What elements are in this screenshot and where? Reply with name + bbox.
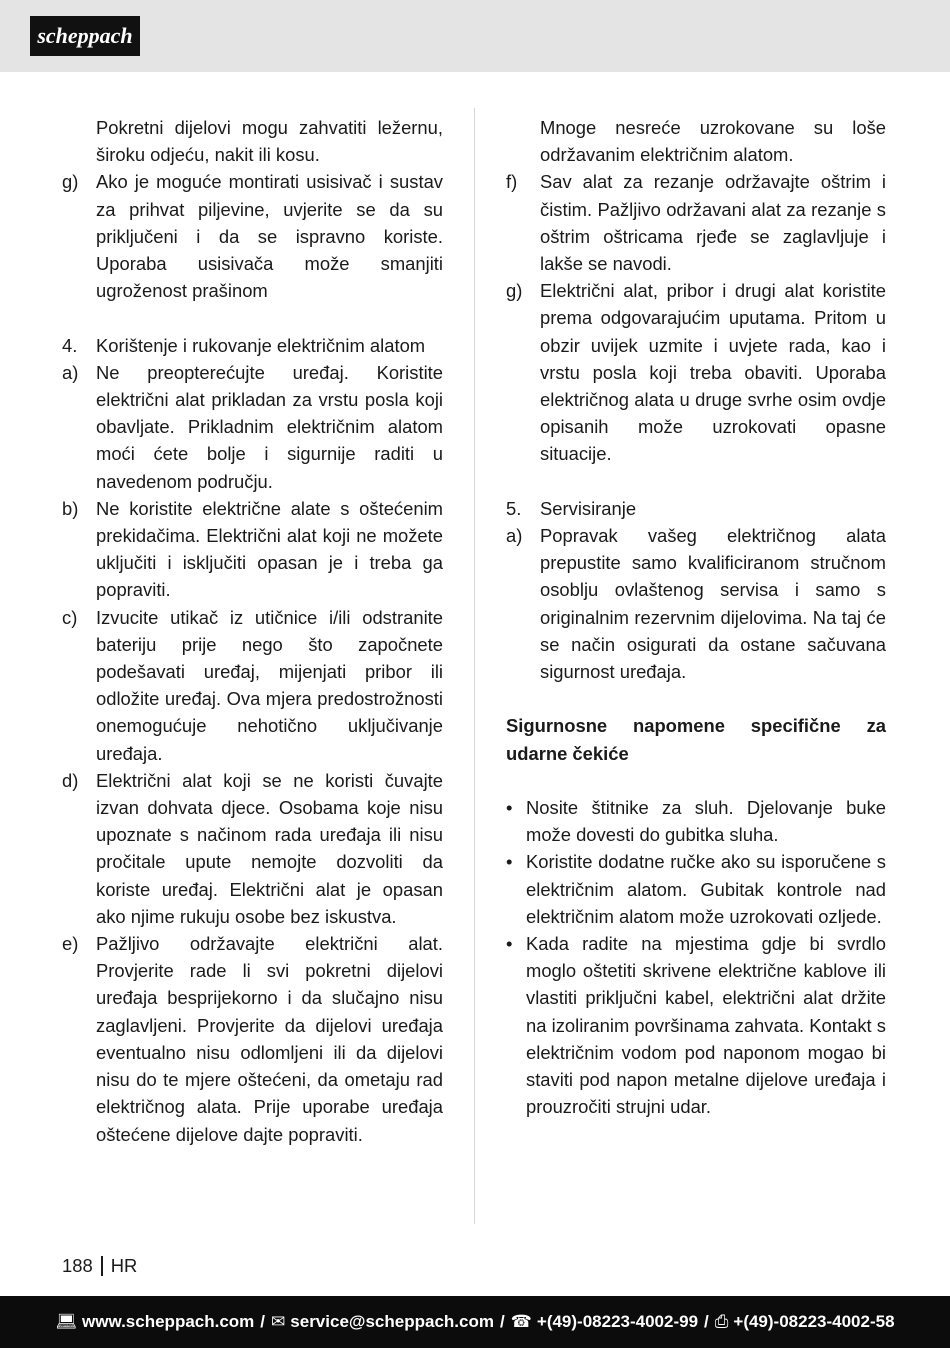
phone-number: +(49)-08223-4002-99 [536, 1312, 699, 1331]
separator: / [704, 1312, 709, 1331]
list-marker: c) [62, 606, 78, 628]
list-item [62, 767, 443, 930]
list-text: Električni alat koji se ne koristi čuvajte izvan dohvata djece. Osobama koje nisu upoznate s načinom rada uređaja ili nisu pročitale upute nemojte dozvoliti da koriste uređaj. Električni alat je opasan ako njime rukuju osobe bez iskustva. [96, 769, 443, 927]
phone-icon: ☎︎ [510, 1312, 532, 1331]
bullet-text: Koristite dodatne ručke ako su isporučene s električnim alatom. Gubitak kontrole nad električnim alatom može uzrokovati ozljede. [526, 851, 886, 927]
list-marker: g) [62, 171, 79, 193]
website-link[interactable]: www.scheppach.com [82, 1312, 255, 1331]
bullet-symbol: • [506, 851, 513, 873]
column-divider [474, 108, 475, 1224]
laptop-icon: 💻︎ [55, 1312, 78, 1331]
safety-heading: Sigurnosne napomene specifične za udarne čekiće [506, 715, 886, 764]
list-text: Popravak vašeg električnog alata prepustite samo kvalificiranom stručnom osoblju ovlaštenog servisa i samo s originalnim rezervnim dijelovima. Na taj će se način osigurati da ostane sačuvana sigurnost uređaja. [540, 525, 886, 683]
footer-separator [101, 1256, 103, 1276]
bullet-symbol: • [506, 933, 513, 955]
continued-paragraph: Pokretni dijelovi mogu zahvatiti ležernu, široku odjeću, nakit ili kosu. [96, 117, 443, 166]
list-marker: f) [506, 171, 518, 193]
list-item [62, 604, 443, 767]
bullet-text: Nosite štitnike za sluh. Djelovanje buke može dovesti do gubitka sluha. [526, 797, 886, 846]
scheppach-logo-mark [35, 21, 135, 51]
bullet-item [506, 794, 886, 848]
list-marker: d) [62, 769, 79, 791]
separator: / [499, 1312, 505, 1331]
bullet-item [506, 930, 886, 1120]
list-marker: g) [506, 280, 523, 302]
right-column [506, 114, 886, 1120]
section-number: 5. [506, 497, 522, 519]
list-text: Ne preopterećujte uređaj. Koristite električni alat prikladan za vrstu posla koji obavljate. Prikladnim električnim alatom moći ćete bolje i sigurnije raditi u navedenom području. [96, 361, 443, 492]
bullet-text: Kada radite na mjestima gdje bi svrdlo moglo oštetiti skrivene električne kablove ili vlastiti priključni kabel, električni alat držite na izoliranim površinama zahvata. Kontakt s električnim vodom pod naponom mogao bi staviti pod napon metalne dijelove uređaja i prouzročiti strujni udar. [526, 933, 886, 1118]
envelope-icon: ✉︎ [271, 1312, 286, 1331]
list-text: Sav alat za rezanje održavajte oštrim i čistim. Pažljivo održavani alat za rezanje s oštrim oštricama rjeđe se zaglavljuje i lakše se navodi. [540, 171, 886, 275]
list-item [506, 168, 886, 277]
left-column [62, 114, 443, 1148]
list-item-g [62, 168, 443, 304]
list-item [506, 522, 886, 685]
list-marker: a) [506, 525, 523, 547]
list-text: Pažljivo održavajte električni alat. Provjerite rade li svi pokretni dijelovi uređaja besprijekorno i da slučajno nisu zaglavljeni. Provjerite da dijelovi uređaja eventualno nisu odlomljeni ili da dijelovi nisu do te mjere oštećeni, da ometaju rad električnog alata. Prije uporabe uređaja oštećene dijelove dajte popraviti. [96, 933, 443, 1145]
continued-paragraph: Mnoge nesreće uzrokovane su loše održavanim električnim alatom. [540, 117, 886, 166]
bullet-item [506, 848, 886, 930]
section-4-title [62, 332, 443, 359]
list-item [62, 495, 443, 604]
list-marker: e) [62, 933, 79, 955]
section-5-title [506, 495, 886, 522]
email-link[interactable]: service@scheppach.com [290, 1312, 494, 1331]
list-item [506, 277, 886, 467]
section-number: 4. [62, 334, 78, 356]
section-title: Servisiranje [540, 497, 637, 519]
list-item [62, 930, 443, 1148]
fax-number: +(49)-08223-4002-58 [733, 1312, 895, 1331]
list-marker: b) [62, 497, 79, 519]
spacer [62, 304, 443, 331]
fax-icon: ⎙ [714, 1312, 729, 1331]
spacer [506, 685, 886, 712]
list-text: Ako je moguće montirati usisivač i sustav za prihvat piljevine, uvjerite se da su priključeni i da se ispravno koriste. Uporaba usisivača može smanjiti ugroženost prašinom [96, 171, 443, 302]
spacer [506, 468, 886, 495]
page-number: 188 [62, 1255, 93, 1276]
list-text: Električni alat, pribor i drugi alat koristite prema odgovarajućim uputama. Pritom u obzir uvijek uzmite i uvjete rada, kao i vrstu posla koji treba obaviti. Uporaba električnog alata u druge svrhe osim ovdje opisanih može uzrokovati opasne situacije. [540, 280, 886, 465]
separator: / [260, 1312, 266, 1331]
header-bar [0, 0, 950, 72]
page-footer [62, 1255, 137, 1277]
list-text: Ne koristite električne alate s oštećenim prekidačima. Električni alat koji ne možete uključiti i isključiti opasan je i treba ga popraviti. [96, 497, 443, 601]
bullet-symbol: • [506, 797, 513, 819]
spacer [506, 767, 886, 794]
svg-text:scheppach: scheppach [37, 23, 133, 48]
scheppach-logo [30, 16, 140, 56]
section-title: Korištenje i rukovanje električnim alatom [96, 334, 426, 356]
list-text: Izvucite utikač iz utičnice i/ili odstranite bateriju prije nego što započnete podešavati uređaj, mijenjati pribor ili odložite uređaj. Ova mjera predostrožnosti onemogućuje nehotično uključivanje uređaja. [96, 606, 443, 764]
language-code: HR [110, 1255, 138, 1276]
list-marker: a) [62, 361, 79, 383]
list-item [62, 359, 443, 495]
contact-bar [0, 1296, 950, 1348]
